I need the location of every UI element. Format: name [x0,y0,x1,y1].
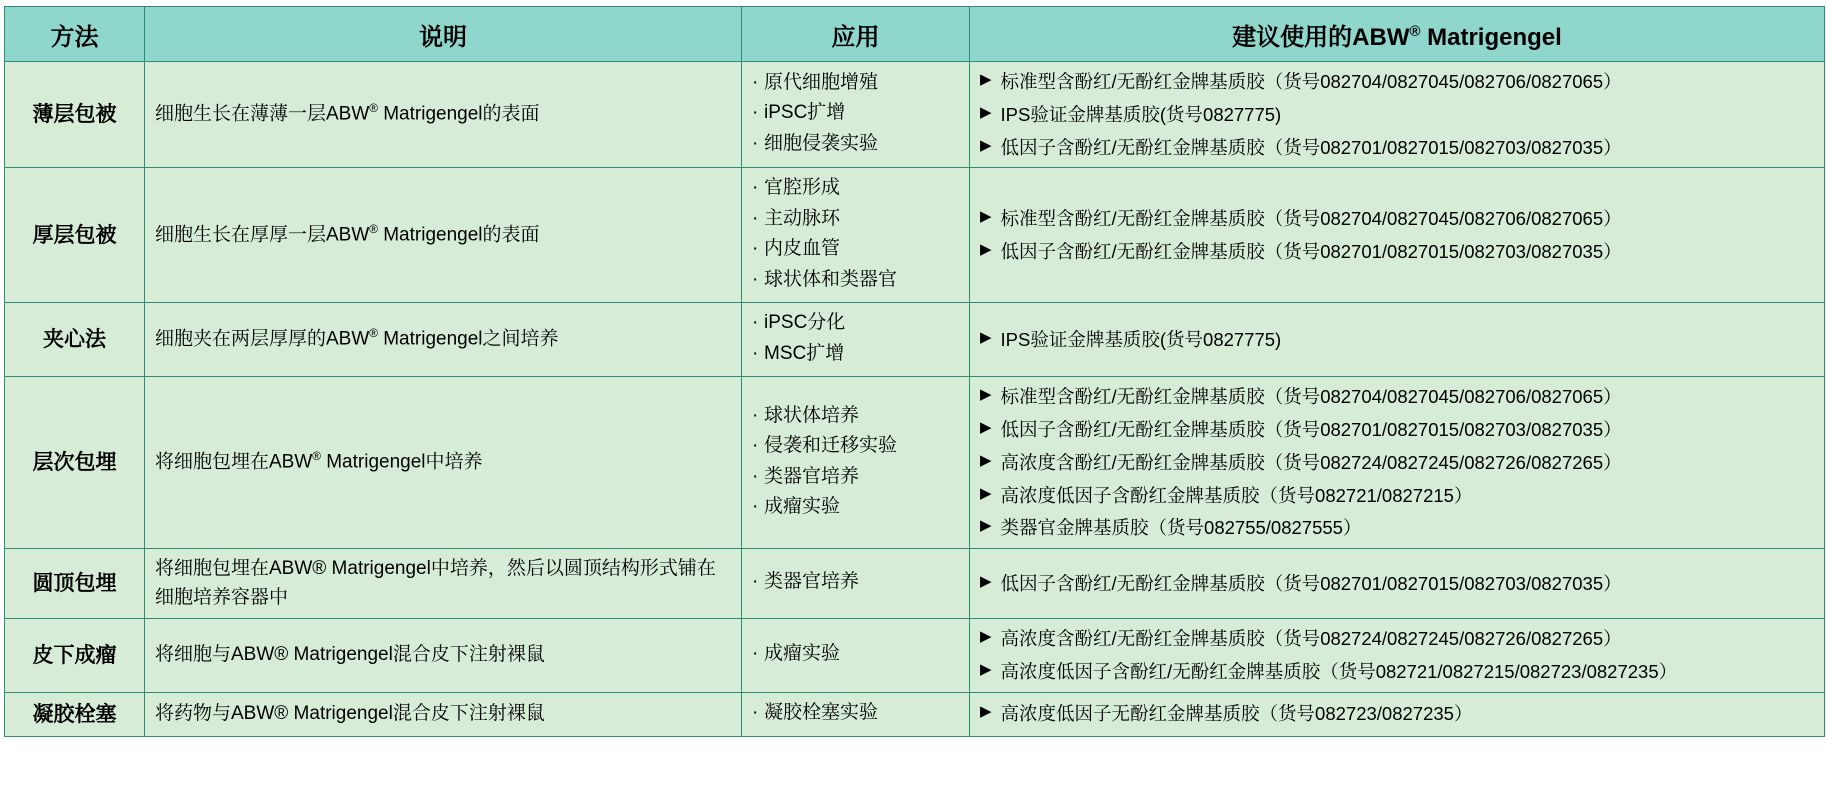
application-label: 球状体和类器官 [764,268,898,290]
recommendation-label: 低因子含酚红/无酚红金牌基质胶（货号082701/0827015/082703/0827035） [1000,136,1622,158]
recommendation-label: 高浓度含酚红/无酚红金牌基质胶（货号082724/0827245/082726/0827265） [1000,451,1622,473]
bullet-icon: · [752,177,759,199]
recommendation-item [980,625,1814,653]
registered-mark: ® [369,327,378,341]
triangle-bullet-icon: ▶ [980,103,992,121]
recommendation-list [980,383,1814,542]
recommendation-item [980,570,1814,598]
recommendation-label: IPS验证金牌基质胶(货号0827775) [1000,103,1282,125]
recommendation-list [980,570,1814,598]
triangle-bullet-icon: ▶ [980,328,992,346]
recommendation-label: 低因子含酚红/无酚红金牌基质胶（货号082701/0827015/082703/0827035） [1000,419,1622,440]
application-item [752,266,959,295]
cell-recommendation [970,549,1825,619]
application-list [752,640,959,669]
cell-recommendation [970,303,1825,377]
cell-recommendation [970,62,1825,168]
application-list [752,402,959,522]
cell-recommendation [970,619,1825,693]
application-label: 原代细胞增殖 [764,71,879,93]
cell-method: 凝胶栓塞 [5,692,145,737]
application-label: 类器官培养 [764,571,860,593]
cell-application [742,168,970,303]
header-rec-registered-mark: ® [1409,23,1421,40]
application-item [752,174,959,203]
description-text: 将细胞与ABW® Matrigengel混合皮下注射裸鼠 [155,644,545,665]
registered-mark: ® [369,102,378,116]
table-row [5,377,1825,549]
application-label: 球状体培养 [764,404,860,426]
recommendation-item [980,514,1814,542]
recommendation-item [980,383,1814,411]
bullet-icon: · [752,435,759,457]
description-text-cont: Matrigengel的表面 [377,103,540,125]
cell-description [145,692,742,737]
header-row [5,7,1825,62]
application-label: 成瘤实验 [764,496,841,518]
triangle-bullet-icon: ▶ [980,572,992,590]
description-text-cont: Matrigengel的表面 [377,224,540,246]
cell-description [145,303,742,377]
table-row [5,549,1825,619]
application-label: MSC扩增 [764,342,845,364]
application-item [752,493,959,522]
application-list [752,568,959,597]
application-item [752,205,959,234]
cell-method: 皮下成瘤 [5,619,145,693]
bullet-icon: · [752,132,759,154]
bullet-icon: · [752,643,759,664]
triangle-bullet-icon: ▶ [980,484,992,502]
cell-description [145,549,742,619]
application-item [752,235,959,264]
application-item [752,432,959,461]
recommendation-label: 低因子含酚红/无酚红金牌基质胶（货号082701/0827015/082703/0827035） [1000,240,1622,262]
table-body [5,62,1825,737]
recommendation-label: 高浓度低因子无酚红金牌基质胶（货号082723/0827235） [1000,703,1473,725]
triangle-bullet-icon: ▶ [980,517,992,535]
cell-application [742,62,970,168]
recommendation-list [980,205,1814,266]
column-header-description: 说明 [145,7,742,62]
recommendation-label: 低因子含酚红/无酚红金牌基质胶（货号082701/0827015/082703/0827035） [1000,572,1622,594]
cell-recommendation [970,168,1825,303]
table-row [5,303,1825,377]
application-label: 官腔形成 [764,177,841,199]
triangle-bullet-icon: ▶ [980,703,992,721]
cell-application [742,377,970,549]
cell-application [742,549,970,619]
recommendation-list [980,625,1814,686]
triangle-bullet-icon: ▶ [980,451,992,469]
application-item [752,309,959,338]
recommendation-item [980,482,1814,510]
description-text-cont: Matrigengel之间培养 [377,328,559,350]
cell-description [145,62,742,168]
cell-recommendation [970,692,1825,737]
recommendation-item [980,449,1814,477]
cell-method: 厚层包被 [5,168,145,303]
triangle-bullet-icon: ▶ [980,208,992,225]
triangle-bullet-icon: ▶ [980,419,992,436]
recommendation-list [980,326,1814,354]
table-row [5,62,1825,168]
recommendation-item [980,134,1814,162]
application-label: 凝胶栓塞实验 [764,702,879,723]
triangle-bullet-icon: ▶ [980,136,992,154]
application-list [752,174,959,294]
application-label: 内皮血管 [764,238,841,260]
description-text-cont: Matrigengel中培养 [320,451,483,473]
application-item [752,340,959,369]
recommendation-item [980,238,1814,266]
bullet-icon: · [752,238,759,260]
recommendation-item [980,101,1814,129]
recommendation-label: 标准型含酚红/无酚红金牌基质胶（货号082704/0827045/082706/0827065） [1000,386,1622,408]
recommendation-list [980,68,1814,161]
header-rec-suffix: Matrigengel [1420,23,1562,51]
recommendation-item [980,68,1814,96]
recommendation-label: IPS验证金牌基质胶(货号0827775) [1000,328,1282,350]
recommendation-item [980,700,1814,728]
recommendation-label: 高浓度低因子含酚红/无酚红金牌基质胶（货号082721/0827215/082723/0827235） [1000,660,1678,682]
bullet-icon: · [752,571,759,593]
bullet-icon: · [752,268,759,290]
recommendation-item [980,326,1814,354]
recommendation-label: 标准型含酚红/无酚红金牌基质胶（货号082704/0827045/082706/0827065） [1000,71,1622,92]
recommendation-label: 标准型含酚红/无酚红金牌基质胶（货号082704/0827045/082706/0827065） [1000,208,1622,229]
column-header-method: 方法 [5,7,145,62]
cell-description [145,168,742,303]
description-text: 细胞生长在厚厚一层ABW [155,224,370,246]
application-label: 细胞侵袭实验 [764,132,879,154]
header-rec-prefix: 建议使用的ABW [1232,23,1410,51]
recommendation-label: 高浓度低因子含酚红金牌基质胶（货号082721/0827215） [1000,484,1473,506]
recommendation-label: 高浓度含酚红/无酚红金牌基质胶（货号082724/0827245/082726/0827265） [1000,628,1622,649]
cell-method: 夹心法 [5,303,145,377]
application-list [752,69,959,159]
cell-application [742,619,970,693]
triangle-bullet-icon: ▶ [980,240,992,258]
bullet-icon: · [752,71,759,93]
recommendation-list [980,700,1814,728]
registered-mark: ® [312,450,321,464]
cell-description [145,619,742,693]
application-item [752,699,959,728]
column-header-recommendation [970,7,1825,62]
triangle-bullet-icon: ▶ [980,71,992,88]
triangle-bullet-icon: ▶ [980,628,992,645]
application-item [752,402,959,431]
cell-recommendation [970,377,1825,549]
bullet-icon: · [752,207,759,229]
recommendation-item [980,416,1814,444]
cell-method: 薄层包被 [5,62,145,168]
description-text: 细胞生长在薄薄一层ABW [155,103,370,125]
application-item [752,69,959,98]
description-text: 细胞夹在两层厚厚的ABW [155,328,370,350]
bullet-icon: · [752,102,759,124]
application-list [752,309,959,368]
bullet-icon: · [752,342,759,364]
application-item [752,130,959,159]
triangle-bullet-icon: ▶ [980,386,992,404]
cell-application [742,692,970,737]
recommendation-item [980,658,1814,686]
cell-description [145,377,742,549]
cell-method: 层次包埋 [5,377,145,549]
bullet-icon: · [752,404,759,426]
description-text: 将细胞包埋在ABW [155,451,313,473]
table-row [5,692,1825,737]
description-text-cont: 圆顶结构形式铺在细胞培养容器中 [155,558,716,608]
application-item [752,463,959,492]
bullet-icon: · [752,465,759,487]
description-text: 将药物与ABW® Matrigengel混合皮下注射裸鼠 [155,703,545,724]
bullet-icon: · [752,312,759,334]
application-label: 主动脉环 [764,207,841,229]
application-label: iPSC分化 [764,312,846,334]
methods-table [4,6,1825,737]
application-item [752,568,959,597]
application-item [752,640,959,669]
application-label: 侵袭和迁移实验 [764,435,898,457]
bullet-icon: · [752,702,759,723]
table-row [5,619,1825,693]
recommendation-item [980,205,1814,233]
column-header-application: 应用 [742,7,970,62]
table-header [5,7,1825,62]
description-text: 将细胞包埋在ABW® Matrigengel中培养，然后以 [155,558,564,579]
triangle-bullet-icon: ▶ [980,660,992,678]
registered-mark: ® [369,222,378,236]
table-row [5,168,1825,303]
application-item [752,99,959,128]
bullet-icon: · [752,496,759,518]
cell-application [742,303,970,377]
cell-method: 圆顶包埋 [5,549,145,619]
application-list [752,699,959,728]
application-label: iPSC扩增 [764,102,846,124]
application-label: 类器官培养 [764,465,860,487]
application-label: 成瘤实验 [764,643,841,664]
recommendation-label: 类器官金牌基质胶（货号082755/0827555） [1000,517,1362,539]
